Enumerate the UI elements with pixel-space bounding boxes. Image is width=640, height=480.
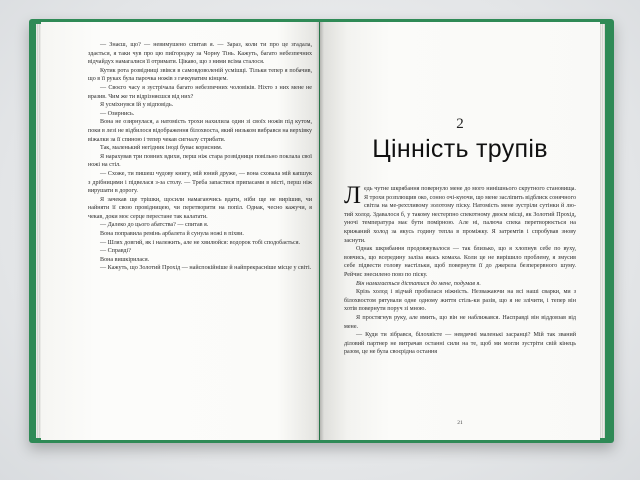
paragraph: Я зачекав ще трішки, щосили намагаючись вдати, ніби ще не вирішив, чи найняти її свою провідницею, чи перетворити на попіл. Однак, чесно кажучи, я чекав, доки моє серце перестане так калатати. xyxy=(88,196,312,220)
paragraph: Я усміхнувся їй у відповідь. xyxy=(100,102,174,109)
paragraph: — Далеко до цього абатства? — спитав я. xyxy=(100,222,209,229)
paragraph: Вона вишкірилася. xyxy=(100,256,150,263)
paragraph: Він намагається дістатися до мене, подумав я. xyxy=(356,280,481,287)
paragraph: — Знаєш, що? — невимушено спитав я. — Зараз, коли ти про це згадала, здається, я таки чув про цю пиїгородку за Чорну Тінь. Кажуть, багато небезпечних відчайдух намагалися її отримати. Цікаво, що з ними всіма сталося. xyxy=(88,42,312,66)
paragraph: Однак шкрябання продовжувалося — так близько, що я хлопнув себе по вуху, вовчись, що всередину заліза якась комаха. Коли це не вирішило проблему, я змусив себе підвести голову настільки, щоб повернути її до джерела безперервного шуму. Рейчис знесилено повз по піску. xyxy=(344,246,576,278)
drop-cap: Л xyxy=(344,182,361,209)
paragraph: Кутик рота розвідниці звівся в самовдоволеній усмішці. Тільки тепер я побачив, що в її руках була парочка ножів з гачкуватим кінцем. xyxy=(88,67,312,83)
paragraph: Я нарахував три повних вдихи, перш ніж стара розвідниця повільно поклала свої ножі на стіл. xyxy=(88,153,312,169)
paragraph: Вона не озирнулася, а натомість трохи нахилила один зі своїх ножів під кутом, поки в лезі не відбилося відображення білохвоста, який низьком вибрався на верхівку віжалки за її спиною і тепер чекав сигналу стрибати. xyxy=(88,119,312,143)
right-page-text xyxy=(344,182,576,357)
first-paragraph xyxy=(344,182,576,245)
page-number: 21 xyxy=(457,420,463,426)
paragraph: — Кажуть, що Золотий Прохід — найспокійніше й найпрекрасніше місце у світі. xyxy=(100,265,312,272)
paragraph: Крізь холод і відчай пробилася ніжність. Незважаючи на всі наші сварки, ми з білохвостом рятували одне одному життя стіль-ки разів, що я не злічити, і тепер він хотів повернути поруч зі мною. xyxy=(344,289,576,313)
paragraph: — Справді? xyxy=(100,248,131,255)
paragraph: — Озирнись. xyxy=(100,110,135,117)
paragraph: Я простягнув руку, але вмить, що він не наближався. Насправді він віддовзав від мене. xyxy=(344,314,576,330)
paragraph: — Своєго часу я зустрічала багато небезпечних чоловіків. Ніхто з них мене не вразив. Чим же ти відрізняєшся від них? xyxy=(88,84,312,100)
paragraph: — Шлях довгий, як і належить, але не хвилюйся: водорок тобі сподобається. xyxy=(100,239,301,246)
chapter-number: 2 xyxy=(456,116,464,132)
first-paragraph-text: едь чутне шкрябання повернуло мене до мого нинішнього скрутного становища. Я трохи розплющив око, сонно очі-куючи, що мене засліпить відблиск сонячного світла на ме-рехтливому золотому піску. Натомість мене зустріли сутінки й лю-тий холод. Здавалося б, у такому нестерпно спекотному двоєм місці, як Золотий Прохід, уночі температура має бути помірною. Але ні, палюча спека перетворюється на крижаний холод за якусь годину тепла в проміжку. Я затремтів і спробував знову заснути. xyxy=(344,186,576,244)
right-page xyxy=(320,22,600,440)
book-gutter xyxy=(316,22,324,440)
paragraph: — Схоже, ти пишеш чудову книгу, мій юний друже, — вона сховала мій капшук з дрібницями і підвелася з-за столу. — Треба запастися припасами в місті, перш ніж вирушати в дорогу. xyxy=(88,170,312,195)
paragraph: Вона поправила ремінь арбалета й сунула ножі в піхви. xyxy=(100,231,244,238)
paragraph: Так, маленький негідник іноді буває корисним. xyxy=(100,145,223,152)
paragraph: — Куди ти зібрався, білохвісте — невдячні маленькі засранці? Мій так званий діловий партнер не витрачав останні сили на те, щоб ми могли зустріти свій кінець разом, це не була своєрідна остання xyxy=(344,332,576,356)
left-page xyxy=(41,22,319,440)
left-page-text xyxy=(88,41,312,273)
chapter-title: Цінність трупів xyxy=(372,135,548,163)
